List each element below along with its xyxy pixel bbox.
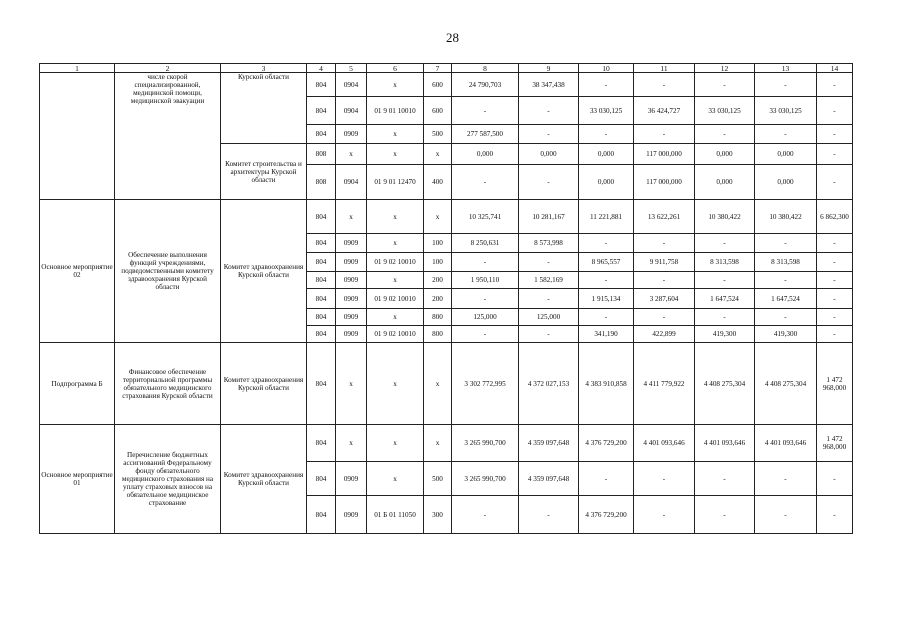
table-cell: 125,000	[519, 309, 579, 326]
table-cell: x	[424, 343, 452, 425]
table-cell: 4 401 093,646	[695, 425, 755, 462]
responsible-cell: Курской области	[221, 73, 307, 144]
table-cell: -	[755, 125, 817, 144]
table-cell: -	[695, 125, 755, 144]
table-row	[40, 73, 853, 97]
header-cell: 4	[307, 64, 336, 73]
event-name-cell: Основное мероприятие 01	[40, 425, 115, 534]
table-cell: 804	[307, 97, 336, 125]
table-cell: 804	[307, 343, 336, 425]
table-cell: -	[755, 309, 817, 326]
table-cell: 1 647,524	[755, 289, 817, 309]
table-cell: 8 965,557	[579, 253, 634, 272]
table-cell: 1 582,169	[519, 272, 579, 289]
table-cell: 4 359 097,648	[519, 462, 579, 496]
header-row	[40, 64, 853, 73]
table-cell: -	[817, 165, 853, 200]
table-cell: 0909	[336, 326, 367, 343]
table-cell: 0909	[336, 234, 367, 253]
table-cell: -	[634, 234, 695, 253]
table-cell: 300	[424, 496, 452, 534]
table-cell: 808	[307, 165, 336, 200]
table-cell: 200	[424, 289, 452, 309]
table-cell: 600	[424, 73, 452, 97]
table-cell: -	[817, 462, 853, 496]
table-cell: x	[367, 343, 424, 425]
table-row	[40, 425, 853, 462]
table-cell: 277 587,500	[452, 125, 519, 144]
table-cell: -	[695, 272, 755, 289]
table-cell: -	[519, 326, 579, 343]
subprogram-name-cell: Подпрограмма Б	[40, 343, 115, 425]
table-cell: -	[817, 73, 853, 97]
table-cell: -	[755, 496, 817, 534]
table-cell: 0909	[336, 289, 367, 309]
budget-table	[39, 63, 853, 534]
table-body	[40, 64, 853, 534]
table-cell: 10 281,167	[519, 200, 579, 234]
table-cell: -	[755, 462, 817, 496]
table-cell: 117 000,000	[634, 165, 695, 200]
header-cell: 8	[452, 64, 519, 73]
table-cell: 0,000	[579, 144, 634, 165]
table-cell: x	[367, 425, 424, 462]
table-cell: 804	[307, 309, 336, 326]
table-cell: 8 250,631	[452, 234, 519, 253]
table-cell: x	[367, 144, 424, 165]
table-cell: -	[519, 496, 579, 534]
table-cell: 11 221,881	[579, 200, 634, 234]
table-cell: 8 313,598	[755, 253, 817, 272]
table-cell: -	[634, 309, 695, 326]
table-cell: 01 9 02 10010	[367, 253, 424, 272]
table-cell: 804	[307, 234, 336, 253]
table-cell: 100	[424, 253, 452, 272]
table-cell: -	[817, 144, 853, 165]
table-cell: x	[336, 200, 367, 234]
table-cell: 4 376 729,200	[579, 496, 634, 534]
table-cell: 200	[424, 272, 452, 289]
table-cell: 01 9 01 12470	[367, 165, 424, 200]
table-cell: -	[634, 73, 695, 97]
table-cell: 4 376 729,200	[579, 425, 634, 462]
table-cell: x	[367, 462, 424, 496]
responsible-cell: Комитет здравоохранения Курской области	[221, 425, 307, 534]
table-cell: 01 9 02 10010	[367, 326, 424, 343]
table-cell: 01 9 01 10010	[367, 97, 424, 125]
table-cell: 804	[307, 73, 336, 97]
table-cell: 0904	[336, 73, 367, 97]
table-cell: 0,000	[519, 144, 579, 165]
table-cell: 10 325,741	[452, 200, 519, 234]
header-cell: 10	[579, 64, 634, 73]
table-cell: 0,000	[579, 165, 634, 200]
table-cell: 804	[307, 326, 336, 343]
table-cell: 800	[424, 326, 452, 343]
header-cell: 7	[424, 64, 452, 73]
table-cell: x	[367, 309, 424, 326]
table-cell: 13 622,261	[634, 200, 695, 234]
table-cell: 3 287,604	[634, 289, 695, 309]
table-cell: -	[519, 289, 579, 309]
table-cell: -	[755, 234, 817, 253]
table-cell: -	[579, 309, 634, 326]
page-number: 28	[446, 30, 459, 45]
event-description-cell: Финансовое обеспечение территориальной программы обязательного медицинского страхования Курской области	[115, 343, 221, 425]
table-cell: 4 359 097,648	[519, 425, 579, 462]
table-cell: 1 472 968,000	[817, 343, 853, 425]
table-cell: -	[817, 496, 853, 534]
table-cell: -	[579, 73, 634, 97]
header-cell: 9	[519, 64, 579, 73]
table-cell: -	[695, 496, 755, 534]
header-cell: 12	[695, 64, 755, 73]
table-cell: 800	[424, 309, 452, 326]
table-cell: -	[452, 496, 519, 534]
table-cell: x	[367, 73, 424, 97]
table-cell: -	[695, 234, 755, 253]
table-cell: -	[452, 165, 519, 200]
table-cell: -	[519, 165, 579, 200]
table-cell: 0909	[336, 272, 367, 289]
table-cell: -	[817, 272, 853, 289]
table-cell: 419,300	[755, 326, 817, 343]
table-cell: -	[452, 326, 519, 343]
event-name-cell	[40, 73, 115, 200]
table-cell: 6 862,300	[817, 200, 853, 234]
table-cell: 400	[424, 165, 452, 200]
table-cell: -	[695, 73, 755, 97]
table-cell: x	[336, 144, 367, 165]
table-cell: 1 950,110	[452, 272, 519, 289]
table-cell: 341,190	[579, 326, 634, 343]
table-cell: 100	[424, 234, 452, 253]
table-cell: 500	[424, 125, 452, 144]
table-cell: x	[367, 200, 424, 234]
table-cell: 3 302 772,995	[452, 343, 519, 425]
table-cell: 0909	[336, 462, 367, 496]
table-cell: x	[336, 343, 367, 425]
table-cell: 419,300	[695, 326, 755, 343]
event-description-cell: числе скорой специализированной, медицинской помощи, медицинской эвакуации	[115, 73, 221, 200]
table-cell: 804	[307, 289, 336, 309]
header-cell: 11	[634, 64, 695, 73]
header-cell: 6	[367, 64, 424, 73]
table-cell: 4 401 093,646	[755, 425, 817, 462]
table-cell: 422,899	[634, 326, 695, 343]
table-cell: -	[452, 253, 519, 272]
table-cell: 600	[424, 97, 452, 125]
table-cell: 01 9 02 10010	[367, 289, 424, 309]
table-cell: x	[424, 200, 452, 234]
table-row	[40, 343, 853, 425]
table-cell: 125,000	[452, 309, 519, 326]
table-cell: 10 380,422	[695, 200, 755, 234]
table-cell: 0909	[336, 496, 367, 534]
header-cell: 5	[336, 64, 367, 73]
table-cell: x	[367, 125, 424, 144]
table-cell: -	[817, 326, 853, 343]
table-cell: -	[817, 234, 853, 253]
responsible-cell: Комитет здравоохранения Курской области	[221, 200, 307, 343]
table-cell: 4 401 093,646	[634, 425, 695, 462]
table-cell: x	[336, 425, 367, 462]
header-cell: 3	[221, 64, 307, 73]
table-row	[40, 200, 853, 234]
table-cell: 3 265 990,700	[452, 425, 519, 462]
table-cell: 0904	[336, 165, 367, 200]
table-cell: 33 030,125	[579, 97, 634, 125]
event-name-cell: Основное мероприятие 02	[40, 200, 115, 343]
table-cell: 24 790,703	[452, 73, 519, 97]
table-cell: 804	[307, 125, 336, 144]
table-cell: -	[817, 97, 853, 125]
table-cell: 01 Б 01 11050	[367, 496, 424, 534]
table-cell: 10 380,422	[755, 200, 817, 234]
table-cell: 0,000	[695, 144, 755, 165]
table-cell: -	[452, 289, 519, 309]
event-description-cell: Перечисление бюджетных ассигнований Федеральному фонду обязательного медицинского страхования на уплату страховых взносов на обязательное медицинское страхование	[115, 425, 221, 534]
table-cell: 0,000	[452, 144, 519, 165]
table-cell: -	[634, 272, 695, 289]
table-cell: 0909	[336, 253, 367, 272]
table-cell: -	[634, 462, 695, 496]
table-cell: -	[817, 309, 853, 326]
table-cell: 808	[307, 144, 336, 165]
header-cell: 14	[817, 64, 853, 73]
table-cell: 1 647,524	[695, 289, 755, 309]
table-cell: -	[579, 234, 634, 253]
table-cell: x	[424, 144, 452, 165]
table-cell: 804	[307, 496, 336, 534]
table-cell: -	[817, 253, 853, 272]
table-cell: 9 911,758	[634, 253, 695, 272]
table-cell: 4 372 027,153	[519, 343, 579, 425]
table-cell: 0909	[336, 125, 367, 144]
header-cell: 1	[40, 64, 115, 73]
table-cell: 8 313,598	[695, 253, 755, 272]
table-cell: -	[579, 125, 634, 144]
event-description-cell: Обеспечение выполнения функций учреждениями, подведомственными комитету здравоохранения Курской области	[115, 200, 221, 343]
table-cell: 3 265 990,700	[452, 462, 519, 496]
table-cell: -	[579, 272, 634, 289]
table-cell: 804	[307, 200, 336, 234]
table-cell: 4 408 275,304	[755, 343, 817, 425]
table-cell: 0,000	[755, 144, 817, 165]
table-cell: 500	[424, 462, 452, 496]
table-cell: -	[519, 253, 579, 272]
table-cell: -	[817, 289, 853, 309]
header-cell: 2	[115, 64, 221, 73]
table-cell: -	[452, 97, 519, 125]
table-cell: 4 383 910,858	[579, 343, 634, 425]
table-cell: 4 411 779,922	[634, 343, 695, 425]
table-cell: 36 424,727	[634, 97, 695, 125]
table-cell: -	[634, 496, 695, 534]
table-cell: -	[579, 462, 634, 496]
table-cell: 804	[307, 272, 336, 289]
table-cell: -	[817, 125, 853, 144]
table-cell: -	[755, 272, 817, 289]
table-cell: 804	[307, 425, 336, 462]
table-cell: 1 472 968,000	[817, 425, 853, 462]
table-cell: 0909	[336, 309, 367, 326]
table-cell: -	[634, 125, 695, 144]
table-cell: 33 030,125	[695, 97, 755, 125]
table-cell: x	[424, 425, 452, 462]
table-cell: x	[367, 234, 424, 253]
table-cell: 0904	[336, 97, 367, 125]
table-cell: -	[755, 73, 817, 97]
responsible-cell: Комитет строительства и архитектуры Курской области	[221, 144, 307, 200]
table-cell: 33 030,125	[755, 97, 817, 125]
responsible-cell: Комитет здравоохранения Курской области	[221, 343, 307, 425]
table-cell: 0,000	[755, 165, 817, 200]
table-cell: 0,000	[695, 165, 755, 200]
table-cell: x	[367, 272, 424, 289]
table-cell: 804	[307, 462, 336, 496]
table-cell: 1 915,134	[579, 289, 634, 309]
table-cell: 4 408 275,304	[695, 343, 755, 425]
table-cell: -	[695, 462, 755, 496]
table-cell: -	[519, 97, 579, 125]
table-cell: 117 000,000	[634, 144, 695, 165]
table-cell: 38 347,438	[519, 73, 579, 97]
header-cell: 13	[755, 64, 817, 73]
table-cell: -	[695, 309, 755, 326]
table-cell: 8 573,998	[519, 234, 579, 253]
table-cell: -	[519, 125, 579, 144]
table-cell: 804	[307, 253, 336, 272]
